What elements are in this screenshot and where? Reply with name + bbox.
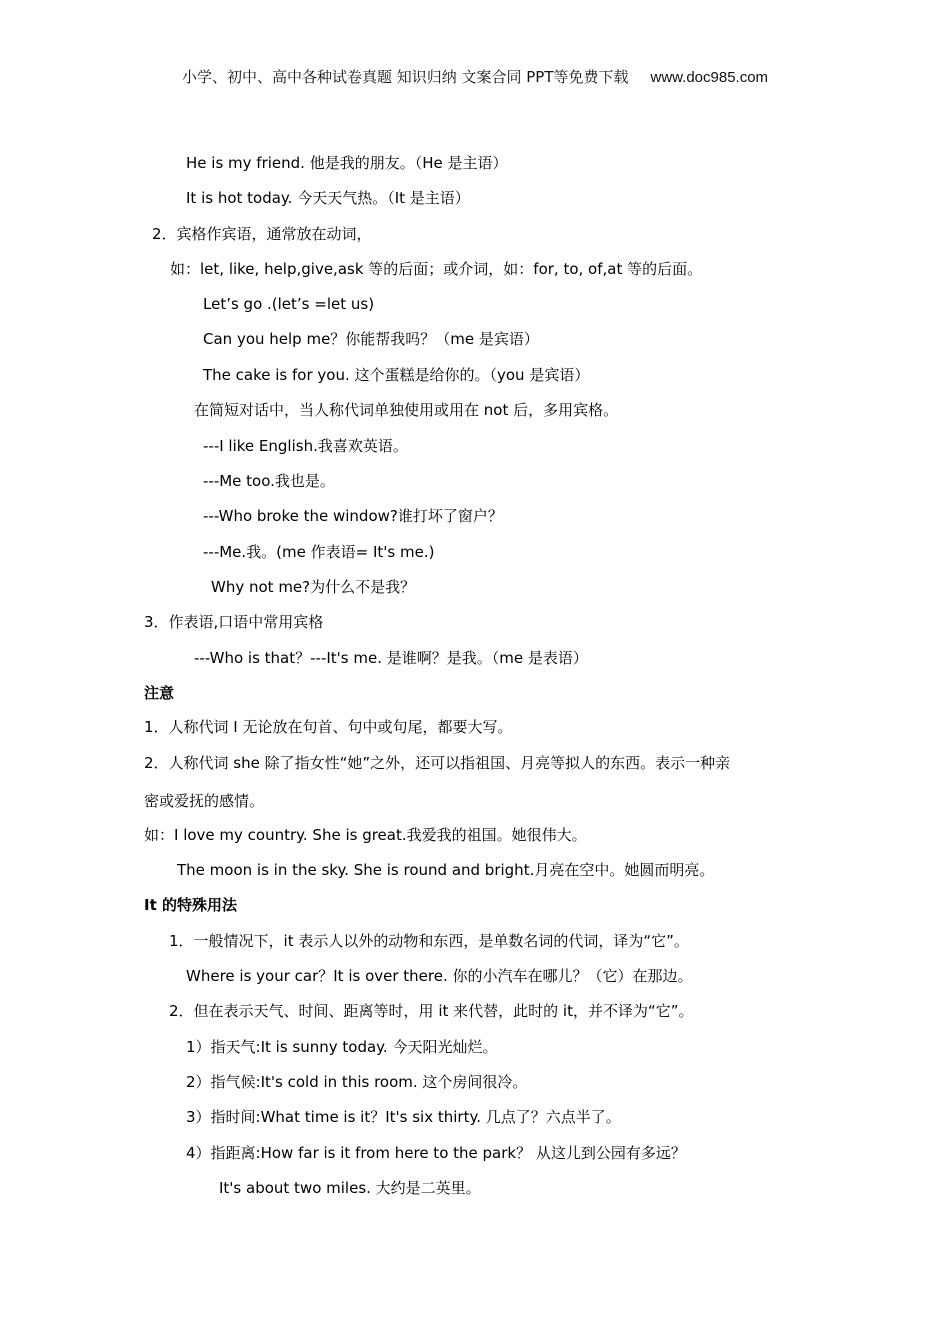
text-line: 4）指距离:How far is it from here to the park？ 从这儿到公园有多远？ bbox=[186, 1144, 686, 1162]
section-heading: 注意 bbox=[144, 684, 175, 702]
text-line: Can you help me？你能帮我吗？（me 是宾语） bbox=[203, 330, 539, 348]
text-line: 1）指天气:It is sunny today. 今天阳光灿烂。 bbox=[186, 1038, 498, 1056]
text-line: 如：let, like, help,give,ask 等的后面；或介词，如：for, to, of,at 等的后面。 bbox=[170, 260, 703, 278]
text-line: 1．一般情况下，it 表示人以外的动物和东西，是单数名词的代词，译为“它”。 bbox=[169, 932, 689, 950]
text-line: 密或爱抚的感情。 bbox=[144, 792, 265, 810]
text-line: 2．宾格作宾语，通常放在动词， bbox=[152, 225, 372, 243]
text-line: 1．人称代词 I 无论放在句首、句中或句尾，都要大写。 bbox=[144, 718, 513, 736]
text-line: 3．作表语,口语中常用宾格 bbox=[144, 613, 324, 631]
text-line: 2．人称代词 she 除了指女性“她”之外，还可以指祖国、月亮等拟人的东西。表示一种亲 bbox=[144, 754, 731, 772]
header-text: 小学、初中、高中各种试卷真题 知识归纳 文案合同 PPT等免费下载 bbox=[181, 68, 629, 86]
text-line: 2）指气候:It's cold in this room. 这个房间很冷。 bbox=[186, 1073, 528, 1091]
text-line: 在简短对话中，当人称代词单独使用或用在 not 后，多用宾格。 bbox=[194, 401, 619, 419]
header-site-url: www.doc985.com bbox=[650, 69, 769, 86]
text-line: It's about two miles. 大约是二英里。 bbox=[219, 1179, 481, 1197]
text-line: ---Who is that？---It's me. 是谁啊？是我。（me 是表语） bbox=[194, 649, 588, 667]
text-line: Why not me?为什么不是我？ bbox=[211, 578, 416, 596]
text-line: He is my friend. 他是我的朋友。（He 是主语） bbox=[186, 154, 508, 172]
text-line: ---I like English.我喜欢英语。 bbox=[203, 437, 408, 455]
text-line: It is hot today. 今天天气热。（It 是主语） bbox=[186, 189, 470, 207]
text-line: The cake is for you. 这个蛋糕是给你的。（you 是宾语） bbox=[203, 366, 590, 384]
text-line: 3）指时间:What time is it？It's six thirty. 几点了？六点半了。 bbox=[186, 1108, 621, 1126]
text-line: ---Me.我。(me 作表语= It's me.) bbox=[203, 543, 435, 561]
page-header bbox=[0, 66, 950, 87]
text-line: The moon is in the sky. She is round and bright.月亮在空中。她圆而明亮。 bbox=[177, 861, 715, 879]
text-line: Where is your car？It is over there. 你的小汽车在哪儿？（它）在那边。 bbox=[186, 967, 693, 985]
text-line: 2．但在表示天气、时间、距离等时，用 it 来代替，此时的 it，并不译为“它”。 bbox=[169, 1002, 694, 1020]
text-line: ---Me too.我也是。 bbox=[203, 472, 335, 490]
text-line: 如：I love my country. She is great.我爱我的祖国。她很伟大。 bbox=[144, 826, 587, 844]
text-line: Let’s go .(let’s =let us) bbox=[203, 295, 375, 313]
section-heading: It 的特殊用法 bbox=[144, 896, 237, 914]
text-line: ---Who broke the window?谁打坏了窗户？ bbox=[203, 507, 503, 525]
